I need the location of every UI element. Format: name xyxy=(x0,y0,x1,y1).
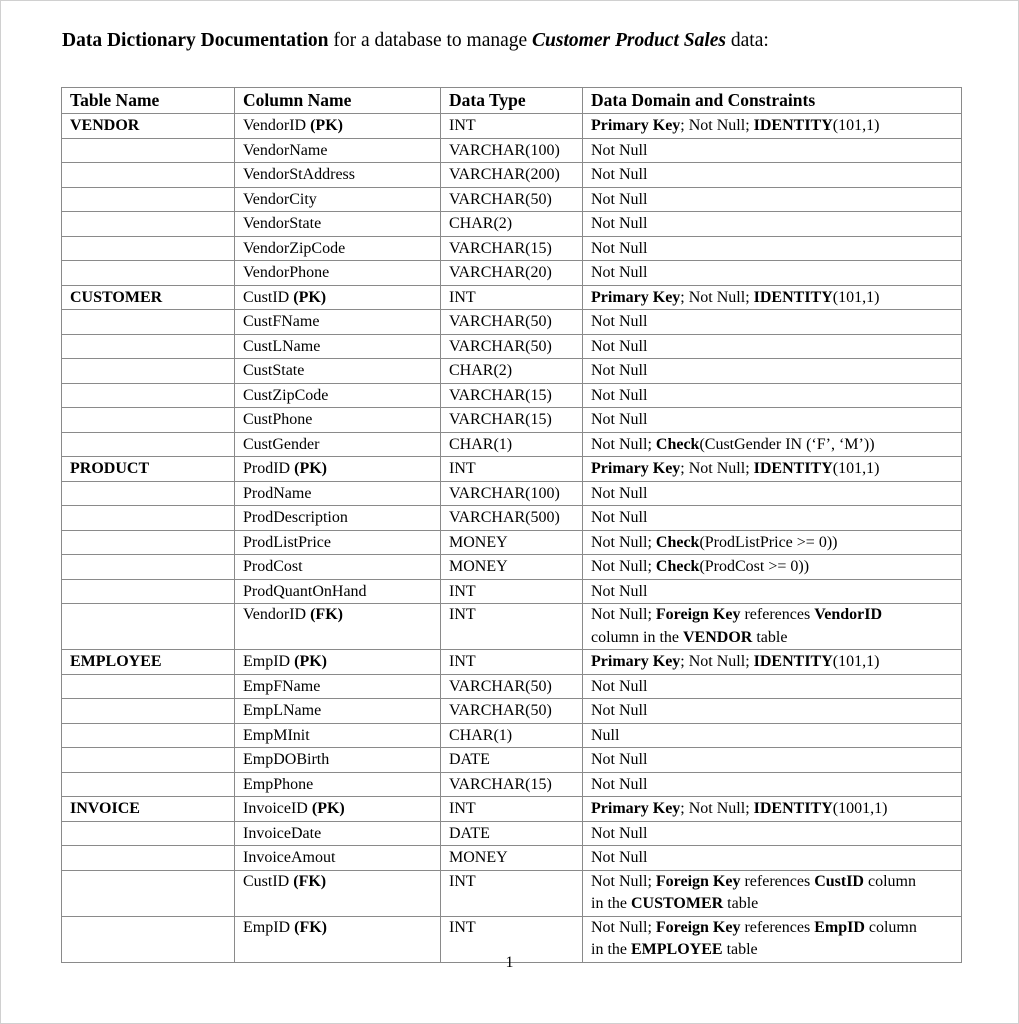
table-row xyxy=(62,457,962,482)
table-row xyxy=(62,530,962,555)
constraint-text: CustID xyxy=(814,872,864,890)
column-name: EmpFName xyxy=(243,677,321,695)
column-name-cell xyxy=(235,285,441,310)
constraint-text: column in the xyxy=(591,628,683,646)
data-type-cell: INT xyxy=(441,604,583,650)
column-name-cell xyxy=(235,187,441,212)
column-name-cell xyxy=(235,138,441,163)
column-name: CustFName xyxy=(243,313,320,330)
column-name: InvoiceAmout xyxy=(243,849,336,866)
data-type-cell: CHAR(2) xyxy=(441,359,583,384)
constraints-cell xyxy=(583,772,962,797)
column-name: ProdDescription xyxy=(243,509,348,526)
data-type-cell: MONEY xyxy=(441,555,583,580)
table-name-cell xyxy=(62,383,235,408)
table-row xyxy=(62,604,962,650)
column-name: VendorID xyxy=(243,606,307,623)
header-constraints: Data Domain and Constraints xyxy=(583,88,962,114)
constraint-text: Null xyxy=(591,726,620,744)
table-row xyxy=(62,748,962,773)
constraints-cell xyxy=(583,506,962,531)
key-marker: (PK) xyxy=(294,653,327,670)
constraints-cell xyxy=(583,163,962,188)
column-name-cell xyxy=(235,481,441,506)
constraint-text: Not Null xyxy=(591,751,648,768)
constraints-cell xyxy=(583,138,962,163)
constraints-cell xyxy=(583,383,962,408)
column-name-cell xyxy=(235,723,441,748)
constraint-text: Not Null xyxy=(591,141,648,159)
column-name: ProdID xyxy=(243,460,291,477)
table-name-cell xyxy=(62,555,235,580)
data-type-cell: INT xyxy=(441,285,583,310)
table-body xyxy=(62,114,962,963)
table-row xyxy=(62,261,962,286)
column-name-cell xyxy=(235,163,441,188)
column-name: InvoiceID xyxy=(243,800,308,817)
constraints-cell xyxy=(583,261,962,286)
constraint-text: ; Not Null; xyxy=(680,288,754,306)
table-name-cell xyxy=(62,163,235,188)
constraints-cell xyxy=(583,359,962,384)
data-type-cell: DATE xyxy=(441,748,583,773)
constraints-cell xyxy=(583,481,962,506)
table-row xyxy=(62,359,962,384)
constraint-text: VENDOR xyxy=(682,628,753,646)
header-column-name: Column Name xyxy=(235,88,441,114)
constraint-text: table xyxy=(723,895,759,912)
column-name-cell xyxy=(235,748,441,773)
constraint-text: Check xyxy=(655,435,700,453)
table-row xyxy=(62,408,962,433)
table-name-cell: PRODUCT xyxy=(62,457,235,482)
table-name-cell xyxy=(62,579,235,604)
column-name-cell xyxy=(235,797,441,822)
table-name-cell xyxy=(62,604,235,650)
constraint-text: ; Not Null; xyxy=(680,460,754,477)
table-row xyxy=(62,846,962,871)
constraint-text: VendorID xyxy=(814,606,883,623)
table-name-cell: INVOICE xyxy=(62,797,235,822)
column-name: CustLName xyxy=(243,337,321,355)
constraint-text: (CustGender IN (‘F’, ‘M’)) xyxy=(699,435,875,453)
constraint-text: IDENTITY xyxy=(753,117,833,134)
column-name: EmpMInit xyxy=(243,726,310,744)
constraints-cell xyxy=(583,650,962,675)
constraint-text: Not Null xyxy=(591,677,648,695)
column-name-cell xyxy=(235,432,441,457)
constraint-text: Primary Key xyxy=(591,117,681,134)
data-type-cell: VARCHAR(100) xyxy=(441,481,583,506)
constraint-text: Not Null; xyxy=(591,435,656,453)
constraints-cell xyxy=(583,310,962,335)
column-name-cell xyxy=(235,699,441,724)
constraint-text: Not Null; xyxy=(591,533,656,551)
constraints-cell xyxy=(583,334,962,359)
constraint-text: (1001,1) xyxy=(832,800,888,817)
header-data-type: Data Type xyxy=(441,88,583,114)
table-row xyxy=(62,114,962,139)
table-row xyxy=(62,506,962,531)
table-name-cell xyxy=(62,212,235,237)
table-row xyxy=(62,579,962,604)
column-name: VendorState xyxy=(243,215,322,232)
column-name: EmpDOBirth xyxy=(243,751,330,768)
constraint-text: IDENTITY xyxy=(753,800,833,817)
table-name-cell: VENDOR xyxy=(62,114,235,139)
column-name-cell xyxy=(235,846,441,871)
table-row xyxy=(62,797,962,822)
constraint-text: column xyxy=(863,872,916,890)
constraint-text: Not Null; xyxy=(591,558,656,575)
table-row xyxy=(62,212,962,237)
data-type-cell: MONEY xyxy=(441,846,583,871)
heading-subject: Customer Product Sales xyxy=(532,30,726,51)
table-name-cell xyxy=(62,187,235,212)
constraint-text: Not Null xyxy=(591,411,648,428)
data-type-cell: VARCHAR(50) xyxy=(441,334,583,359)
table-name-cell xyxy=(62,236,235,261)
constraint-text: Primary Key xyxy=(591,460,681,477)
table-row xyxy=(62,481,962,506)
constraint-text: (101,1) xyxy=(832,117,880,134)
heading-text: for a database to manage xyxy=(328,30,533,51)
column-name: VendorCity xyxy=(243,190,317,208)
constraints-cell xyxy=(583,846,962,871)
column-name: InvoiceDate xyxy=(243,824,322,842)
constraints-cell xyxy=(583,408,962,433)
constraint-text: Not Null xyxy=(591,313,648,330)
constraint-text: Not Null xyxy=(591,215,648,232)
table-name-cell xyxy=(62,699,235,724)
column-name-cell xyxy=(235,604,441,650)
column-name-cell xyxy=(235,579,441,604)
data-type-cell: VARCHAR(15) xyxy=(441,772,583,797)
column-name: VendorName xyxy=(243,141,328,159)
column-name: CustID xyxy=(243,288,290,306)
data-type-cell: VARCHAR(15) xyxy=(441,236,583,261)
column-name-cell xyxy=(235,310,441,335)
constraint-text: Not Null xyxy=(591,824,648,842)
table-name-cell xyxy=(62,334,235,359)
constraints-cell xyxy=(583,604,962,650)
constraint-text: Not Null xyxy=(591,849,648,866)
document-heading xyxy=(62,30,769,52)
constraints-cell xyxy=(583,187,962,212)
constraints-cell xyxy=(583,674,962,699)
constraints-cell xyxy=(583,699,962,724)
constraint-text: IDENTITY xyxy=(753,653,833,670)
key-marker: (PK) xyxy=(311,800,345,817)
column-name-cell xyxy=(235,261,441,286)
constraint-text: references xyxy=(740,918,815,936)
constraint-text: Primary Key xyxy=(591,653,681,670)
constraint-text: Not Null xyxy=(591,264,648,281)
key-marker: (PK) xyxy=(294,460,327,477)
column-name: CustZipCode xyxy=(243,386,329,404)
data-type-cell: INT xyxy=(441,650,583,675)
constraint-text: ; Not Null; xyxy=(680,653,754,670)
table-row xyxy=(62,138,962,163)
column-name: ProdQuantOnHand xyxy=(243,582,367,600)
key-marker: (FK) xyxy=(294,918,327,936)
data-type-cell: VARCHAR(50) xyxy=(441,699,583,724)
constraints-cell xyxy=(583,432,962,457)
column-name: EmpLName xyxy=(243,702,322,719)
data-type-cell: INT xyxy=(441,797,583,822)
column-name: VendorZipCode xyxy=(243,239,346,257)
column-name-cell xyxy=(235,334,441,359)
table-row xyxy=(62,870,962,916)
heading-suffix: data: xyxy=(726,30,769,51)
table-name-cell xyxy=(62,261,235,286)
table-row xyxy=(62,383,962,408)
table-row xyxy=(62,555,962,580)
constraints-cell xyxy=(583,579,962,604)
constraints-cell xyxy=(583,114,962,139)
constraint-text: Not Null xyxy=(591,702,648,719)
data-type-cell: VARCHAR(15) xyxy=(441,383,583,408)
constraint-text: table xyxy=(752,628,788,646)
column-name: EmpID xyxy=(243,653,291,670)
table-row xyxy=(62,674,962,699)
constraint-text: Not Null xyxy=(591,337,648,355)
key-marker: (FK) xyxy=(310,606,343,623)
column-name-cell xyxy=(235,457,441,482)
constraint-text: EmpID xyxy=(814,918,865,936)
constraint-text: references xyxy=(740,872,815,890)
constraint-text: Not Null; xyxy=(591,606,656,623)
constraint-text: Not Null xyxy=(591,362,648,379)
table-name-cell xyxy=(62,846,235,871)
table-name-cell xyxy=(62,310,235,335)
table-row xyxy=(62,699,962,724)
data-dictionary-table xyxy=(61,87,962,963)
page-number: 1 xyxy=(505,954,514,971)
constraint-text: Not Null xyxy=(591,239,648,257)
data-type-cell: VARCHAR(15) xyxy=(441,408,583,433)
key-marker: (FK) xyxy=(293,872,327,890)
column-name: ProdName xyxy=(243,484,312,502)
constraint-text: Primary Key xyxy=(591,288,681,306)
constraint-text: column xyxy=(864,918,917,936)
constraint-text: Foreign Key xyxy=(655,918,741,936)
data-type-cell: INT xyxy=(441,916,583,962)
column-name: VendorStAddress xyxy=(243,166,355,183)
data-type-cell: VARCHAR(500) xyxy=(441,506,583,531)
constraint-text: Check xyxy=(655,558,700,575)
column-name-cell xyxy=(235,674,441,699)
table-name-cell xyxy=(62,481,235,506)
column-name-cell xyxy=(235,506,441,531)
constraints-cell xyxy=(583,457,962,482)
table-row xyxy=(62,723,962,748)
constraints-cell xyxy=(583,723,962,748)
constraint-text: Not Null xyxy=(591,386,648,404)
constraint-text: ; Not Null; xyxy=(680,800,754,817)
constraints-cell xyxy=(583,285,962,310)
constraint-text: CUSTOMER xyxy=(631,895,724,912)
constraint-text: ; Not Null; xyxy=(680,117,754,134)
data-type-cell: INT xyxy=(441,579,583,604)
column-name-cell xyxy=(235,821,441,846)
constraint-text: in the xyxy=(591,941,631,958)
table-name-cell xyxy=(62,432,235,457)
table-name-cell xyxy=(62,870,235,916)
data-type-cell: VARCHAR(100) xyxy=(441,138,583,163)
data-type-cell: VARCHAR(50) xyxy=(441,187,583,212)
table-row xyxy=(62,236,962,261)
heading-title: Data Dictionary Documentation xyxy=(62,30,329,51)
table-name-cell: CUSTOMER xyxy=(62,285,235,310)
constraints-cell xyxy=(583,530,962,555)
table-name-cell xyxy=(62,530,235,555)
constraint-text: (101,1) xyxy=(832,460,880,477)
column-name-cell xyxy=(235,555,441,580)
table-row xyxy=(62,163,962,188)
constraints-cell xyxy=(583,748,962,773)
constraint-text: (101,1) xyxy=(832,653,880,670)
constraint-text: Not Null xyxy=(591,775,648,793)
key-marker: (PK) xyxy=(293,288,327,306)
table-name-cell: EMPLOYEE xyxy=(62,650,235,675)
data-type-cell: VARCHAR(50) xyxy=(441,310,583,335)
table-row xyxy=(62,187,962,212)
data-type-cell: INT xyxy=(441,870,583,916)
data-type-cell: INT xyxy=(441,114,583,139)
column-name: VendorID xyxy=(243,117,307,134)
constraint-text: EMPLOYEE xyxy=(631,941,723,958)
table-row xyxy=(62,772,962,797)
table-name-cell xyxy=(62,748,235,773)
table-name-cell xyxy=(62,506,235,531)
table-row xyxy=(62,432,962,457)
table-name-cell xyxy=(62,359,235,384)
column-name: CustID xyxy=(243,872,290,890)
table-header-row xyxy=(62,88,962,114)
column-name-cell xyxy=(235,870,441,916)
header-table-name: Table Name xyxy=(62,88,235,114)
column-name: CustPhone xyxy=(243,411,313,428)
constraint-text: in the xyxy=(591,895,631,912)
table-row xyxy=(62,285,962,310)
constraint-text: Primary Key xyxy=(591,800,681,817)
table-name-cell xyxy=(62,723,235,748)
column-name: ProdListPrice xyxy=(243,533,331,551)
column-name-cell xyxy=(235,114,441,139)
data-type-cell: MONEY xyxy=(441,530,583,555)
constraints-cell xyxy=(583,212,962,237)
constraint-text: table xyxy=(722,941,758,958)
data-type-cell: INT xyxy=(441,457,583,482)
table-name-cell xyxy=(62,138,235,163)
constraints-cell xyxy=(583,555,962,580)
column-name: EmpID xyxy=(243,918,291,936)
column-name: CustState xyxy=(243,362,305,379)
column-name-cell xyxy=(235,772,441,797)
table-name-cell xyxy=(62,821,235,846)
constraints-cell xyxy=(583,870,962,916)
data-type-cell: CHAR(2) xyxy=(441,212,583,237)
table-name-cell xyxy=(62,772,235,797)
column-name: ProdCost xyxy=(243,558,303,575)
constraints-cell xyxy=(583,821,962,846)
data-type-cell: DATE xyxy=(441,821,583,846)
constraint-text: Not Null xyxy=(591,582,648,600)
column-name-cell xyxy=(235,530,441,555)
column-name-cell xyxy=(235,236,441,261)
table-row xyxy=(62,650,962,675)
constraint-text: Not Null xyxy=(591,166,648,183)
constraint-text: Not Null xyxy=(591,190,648,208)
constraint-text: references xyxy=(740,606,815,623)
constraint-text: (ProdListPrice >= 0)) xyxy=(699,533,838,551)
constraints-cell xyxy=(583,797,962,822)
data-type-cell: VARCHAR(200) xyxy=(441,163,583,188)
table-name-cell xyxy=(62,408,235,433)
column-name: EmpPhone xyxy=(243,775,314,793)
column-name-cell xyxy=(235,408,441,433)
constraint-text: IDENTITY xyxy=(753,288,833,306)
key-marker: (PK) xyxy=(310,117,343,134)
column-name: CustGender xyxy=(243,435,320,453)
constraint-text: Not Null xyxy=(591,484,648,502)
constraint-text: IDENTITY xyxy=(753,460,833,477)
table-row xyxy=(62,334,962,359)
constraint-text: (101,1) xyxy=(832,288,880,306)
column-name-cell xyxy=(235,359,441,384)
constraint-text: (ProdCost >= 0)) xyxy=(699,558,810,575)
data-type-cell: CHAR(1) xyxy=(441,723,583,748)
table-name-cell xyxy=(62,674,235,699)
constraint-text: Check xyxy=(655,533,700,551)
constraint-text: Not Null xyxy=(591,509,648,526)
column-name-cell xyxy=(235,650,441,675)
data-type-cell: VARCHAR(20) xyxy=(441,261,583,286)
constraint-text: Not Null; xyxy=(591,872,656,890)
table-row xyxy=(62,310,962,335)
column-name-cell xyxy=(235,212,441,237)
constraints-cell xyxy=(583,236,962,261)
column-name: VendorPhone xyxy=(243,264,330,281)
table-row xyxy=(62,821,962,846)
constraint-text: Not Null; xyxy=(591,918,656,936)
data-type-cell: VARCHAR(50) xyxy=(441,674,583,699)
constraint-text: Foreign Key xyxy=(655,606,741,623)
column-name-cell xyxy=(235,383,441,408)
data-type-cell: CHAR(1) xyxy=(441,432,583,457)
constraint-text: Foreign Key xyxy=(655,872,741,890)
